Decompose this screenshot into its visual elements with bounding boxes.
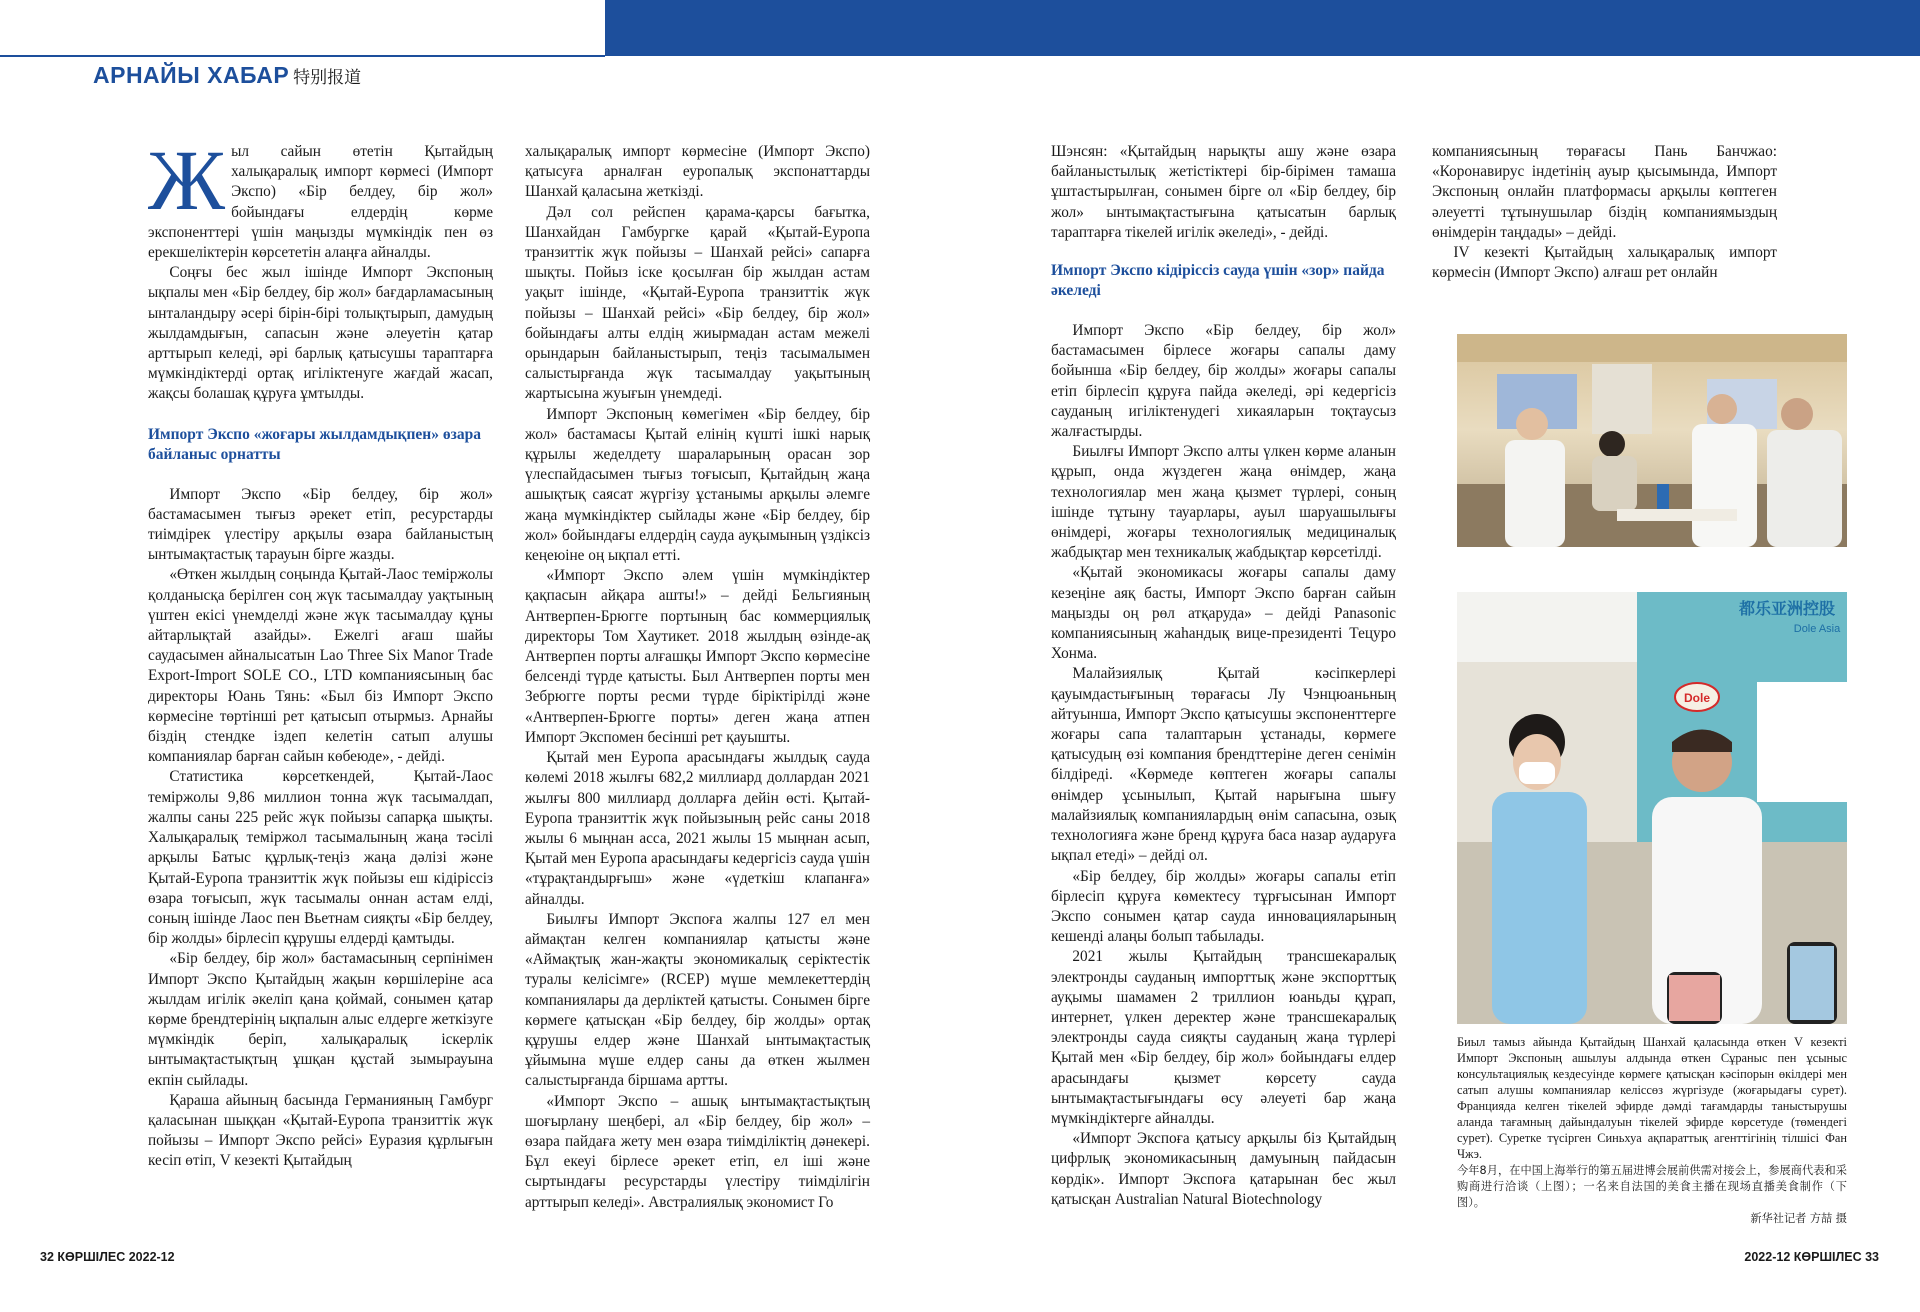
- article-column-3: [1051, 142, 1396, 1210]
- caption-credit: 新华社记者 方喆 摄: [1750, 1212, 1847, 1225]
- paragraph: Малайзиялық Қытай кәсіпкерлері қауымдастығының төрағасы Лу Чэнцюаньның айтуынша, Импорт Экспо қатысушы экспоненттерге жоғары сапа талаптарын ұстанады, көрмеге қатысудың өзі компания брендттеріне деген сенімін білдіреді. «Көрмеде көптеген жоғары сапалы өнімдер ұсынылып, Қытай нарығына шығу малайзиялық компаниялардың өнім сапасына, озық технологияға және бренд құруға баса назар аударуға ықпал етеді» – дейді ол.: [1051, 665, 1396, 865]
- paragraph: «Импорт Экспо – ашық ынтымақтастықтың шоғырлану шеңбері, ал «Бір белдеу, бір жол» – өзара пайдаға жету мен өзара тиімділіктің дәнекері. Бұл екеуі бірлесе әрекет етіп, ел іші және сыртындағы ресурстарды үлестіру тиімділігін арттырып келеді». Австралиялық экономист Го: [525, 1092, 870, 1211]
- paragraph: Импорт Экспоның көмегімен «Бір белдеу, бір жол» бастамасы Қытай елінің күшті ішкі нарық құрылы жеделдету шараларының орасан зор үлеспайдасымен тығыз тоғысып, Қытайдың жаңа ашықтық саясат жүргізу ұстанымы арқылы әлемге жаңа мүмкіндіктер сыйлады және «Бір белдеу, бір жол» бойындағы елдердің сауда ауқымының үздіксіз кеңеюіне оң ықпал етті.: [525, 405, 870, 565]
- paragraph: 2021 жылы Қытайдың трансшекаралық электронды сауданың импорттық және экспорттық ауқымы шамамен 2 триллион юаньды құрап, интернет, үлкен деректер және трансшекаралық электронды сауда сияқты сауданың жаңа түрлері Қытай мен «Бір белдеу, бір жол» бойындағы елдер арасындағы қызмет көрсету сауда ынтымақтастығындағы өсу әлеуеті бар жаңа мүмкіндіктерге айналды.: [1051, 948, 1396, 1127]
- caption-kz: Биыл тамыз айында Қытайдың Шанхай қаласында өткен V кезекті Импорт Экспоның ашылуы алдында өткен Сұраныс пен ұсыныс консультациялық кездесуінде көрмеге қатысқан кәсіпорын өкілдері мен сатып алушы компаниялар келіссөз жүргізуде (жоғарыдағы сурет). Францияда келген тікелей эфирде дәмді тағамдарды таныстырушы аланда тағамның дайындалуын тікелей эфирде көрсетуде (төмендегі сурет). Суретке түсірген Синьхуа ақпараттық агенттігінің тілшісі Фан Чжэ.: [1457, 1035, 1847, 1161]
- article-column-1: [148, 132, 493, 1172]
- section-title-kz: АРНАЙЫ ХАБАР: [93, 62, 290, 88]
- page-number-right: 2022-12 КӨРШІЛЕС 33: [1744, 1250, 1879, 1264]
- paragraph: «Қытай экономикасы жоғары сапалы даму кезеңіне аяқ басты, Импорт Экспо барған сайын маңызды оң рөл атқаруда» – дейді Panasonic компаниясының жаһандық вице-президенті Тецуро Хонма.: [1051, 564, 1396, 663]
- page-number-left: 32 КӨРШІЛЕС 2022-12: [40, 1250, 175, 1264]
- article-column-4: [1432, 142, 1777, 283]
- paragraph: Дәл сол рейспен қарама-қарсы бағытка, Шанхайдан Гамбургке қарай «Қытай-Еуропа транзиттік жүк пойызы – Шанхай рейсі» сапарға шықты. Пойыз іске қосылған бір жылдан астам уақыт ішінде, «Қытай-Еуропа транзиттік жүк пойызы – Шанхай рейсі» «Бір белдеу, бір жол» бойындағы алты елдің жиырмадан астам межелі орындарын байланыстырып, теңіз тасымалымен салыстырғанда жүк тасымалдау уақытының жартысына жуығын үнемдеді.: [525, 203, 870, 403]
- photo-caption: [1457, 1034, 1847, 1227]
- paragraph: Импорт Экспо «Бір белдеу, бір жол» бастамасымен бірлесе жоғары сапалы даму бойынша «Бір белдеу, бір жолды» жоғары сапалы етіп бірлесіп құруға пайда әкеледі, әрі кедергісіз сауданың игіліктенудегі хикаяларын тоқтаусыз жалғастырды.: [1051, 322, 1396, 441]
- paragraph: «Бір белдеу, бір жолды» жоғары сапалы етіп бірлесіп құруға көмектесу тұрғысынан Импорт Экспо сонымен қатар сауда инновацияларының кешенді алаңы болып табылады.: [1051, 867, 1396, 946]
- paragraph: Биылғы Импорт Экспоға жалпы 127 ел мен аймақтан келген компаниялар қатысты және «Аймақтық жан-жақты экономикалық серіктестік туралы келісімге» (RCEP) мүше мемлекеттердің компаниялары да дерліктей қатысты. Сонымен бірге көрмеге қатысқан «Бір белдеу, бір жолды» ортақ құрушы елдер және Шанхай ынтымақтастық ұйымына мүше елдер саны да өткен жылмен салыстырғанда біршама артты.: [525, 910, 870, 1090]
- paragraph: Қытай мен Еуропа арасындағы жылдық сауда көлемі 2018 жылғы 682,2 миллиард доллардан 2021 жылғы 800 миллиард долларға дейін өсті. Қытай-Еуропа транзиттік жүк пойызының рейс саны 2018 жылы 6 мыңнан асса, 2021 жылы 15 мыңнан асып, Қытай мен Еуропа арасындағы кедергісіз сауда үшін «тұрақтандырғыш» және «үдеткіш клапанға» айналды.: [525, 749, 870, 908]
- paragraph: Соңғы бес жыл ішінде Импорт Экспоның ықпалы мен «Бір белдеу, бір жол» бағдарламасының ынталандыру әсері бірін-бірі толықтырып, дамудың жылдамдығын, сапасын және әлеуетін қатар арттырып келеді, әрі барлық қатысушы тараптарға мүмкіндіктерді ортақ игіліктенуге жағдай жасап, жақсы болашақ құруға ұмтылды.: [148, 264, 493, 403]
- subheading: Импорт Экспо кідіріссіз сауда үшін «зор» пайда әкеледі: [1051, 262, 1385, 300]
- header-color-bar: [605, 0, 1920, 56]
- paragraph: Қараша айының басында Германияның Гамбург қаласынан шыққан «Қытай-Еуропа транзиттік жүк пойызы – Импорт Экспо рейсі» Еуразия құрлығын кесіп өтіп, V кезекті Қытайдың: [148, 1091, 493, 1170]
- photo-livestream: [1457, 592, 1847, 1024]
- paragraph: компаниясының төрағасы Пань Банчжао: «Коронавирус індетінің ауыр қысымында, Импорт Экспоның онлайн платформасы арқылы көптеген әлеуетті тұтынушылар біздің компаниямыздың өнімдерін таңдады» – дейді.: [1432, 143, 1777, 241]
- booth-sign-en: Dole Asia: [1793, 623, 1841, 635]
- paragraph: Импорт Экспо «Бір белдеу, бір жол» бастамасымен тығыз әрекет етіп, ресурстарды тиімдірек үлестіру арқылы өзара байланыстың ынтымақтастық тарауын бірге жазды.: [148, 485, 493, 564]
- lead-paragraph: Жыл сайын өтетін Қытайдың халықаралық импорт көрмесі (Импорт Экспо) «Бір белдеу, бір жол» бойындағы елдердің көрме экспоненттері үшін маңызды мүмкіндік пен өз ерекшеліктерін көрсететін алаңға айналды.: [148, 132, 493, 262]
- caption-zh: 今年8月，在中国上海举行的第五届进博会展前供需对接会上，参展商代表和采购商进行洽谈（上图）；一名来自法国的美食主播在现场直播美食制作（下图）。: [1457, 1164, 1847, 1209]
- paragraph: «Өткен жылдың соңында Қытай-Лаос теміржолы қолданысқа берілген соң жүк тасымалдау уақтының үштен екісі үнемделді және жүк тасымалдау құны айтарлықтай азайды». Ежелгі ағаш шайы саудасымен айналысатын Lao Three Six Manor Trade Export-Import SOLE CO., LTD компаниясының бас директоры Юань Тянь: «Был біз Импорт Экспо көрмесіне төртінші рет қатысып отырмыз. Арнайы біздің стендке іздеп келетін сатып алушы компаниялар барған сайын көбеюде», - дейді.: [148, 566, 493, 766]
- paragraph: «Бір белдеу, бір жол» бастамасының серпінімен Импорт Экспо Қытайдың жақын көршілеріне аса жылдам игілік әкеліп қана қоймай, сонымен қатар көрме брендтерінің ықпалын алыс елдерге жеткізуге мүмкіндік беріп, халықаралық іскерлік ынтымақтастықтың ұшқан құстай зымырауына екпін сыйлады.: [148, 950, 493, 1089]
- dole-logo: Dole: [1683, 691, 1711, 705]
- paragraph: «Импорт Экспо әлем үшін мүмкіндіктер қақпасын айқара ашты!» – дейді Бельгияның Антверпен-Брюгге портының бас коммерциялық директоры Том Хаутикет. 2018 жылдың өзінде-ақ Антверпен порты алғашқы Импорт Экспо көрмесіне белсенді түрде қатысты. Был Антверпен порты мен Зебрюгге порты ресми түрде біріктірілді және «Антверпен-Брюгге порты» деген жаңа атпен Импорт Экспомен бесінші рет қауышты.: [525, 567, 870, 746]
- section-title: [93, 62, 361, 89]
- subheading: Импорт Экспо «жоғары жылдамдықпен» өзара байланыс орнатты: [148, 425, 481, 463]
- drop-cap: Ж: [148, 132, 226, 228]
- booth-sign-zh: 都乐亚洲控股: [1738, 599, 1836, 618]
- paragraph: Шэнсян: «Қытайдың нарықты ашу және өзара байланыстылық жетістіктері бір-бірімен тамаша ұштастырылған, сонымен бірге ол «Бір белдеу, бір жол» ынтымақтастығына қатысатын барлық тараптарға тікелей игілік әкеледі», - дейді.: [1051, 143, 1396, 241]
- paragraph: халықаралық импорт көрмесіне (Импорт Экспо) қатысуға арналған еуропалық экспонаттарды Шанхай қаласына жеткізді.: [525, 143, 870, 201]
- paragraph: «Импорт Экспоға қатысу арқылы біз Қытайдың цифрлық экономикасының дамуының пайдасын көрдік». Импорт Экспоға қатарынан бес жыл қатысқан Australian Natural Biotechnology: [1051, 1130, 1396, 1208]
- header-rule: [0, 55, 605, 57]
- photo-negotiation: [1457, 334, 1847, 547]
- paragraph: Биылғы Импорт Экспо алты үлкен көрме аланын құрып, онда жүздеген жаңа өнімдер, жаңа технологиялар мен жаңа қызмет түрлері, соның ішінде тұтыну тауарлары, ауыл шаруашылығы өнімдері, жоғары технологиялық медициналық жабдықтар мен техникалық жабдықтар көрсетілді.: [1051, 443, 1396, 562]
- paragraph: Статистика көрсеткендей, Қытай-Лаос теміржолы 9,86 миллион тонна жүк тасымалдап, жалпы саны 225 рейс жүк пойызы сапарқа шықты. Халықаралық теміржол тасымалының жаңа тәсілі арқылы Батыс құрлық-теңіз жаңа дәлізі және Қытай-Еуропа транзиттік жүк пойызы еш кідіріссіз өзара тоғысып, жүк тасымалы оннан астам елді, соның ішінде Лаос пен Вьетнам сияқты «Бір белдеу, бір жолды» бірлесіп құрушы елдерді қамтыды.: [148, 768, 493, 948]
- paragraph: IV кезекті Қытайдың халықаралық импорт көрмесін (Импорт Экспо) алғаш рет онлайн: [1432, 244, 1777, 282]
- section-title-zh: 特别报道: [293, 68, 362, 88]
- article-column-2: [525, 142, 870, 1213]
